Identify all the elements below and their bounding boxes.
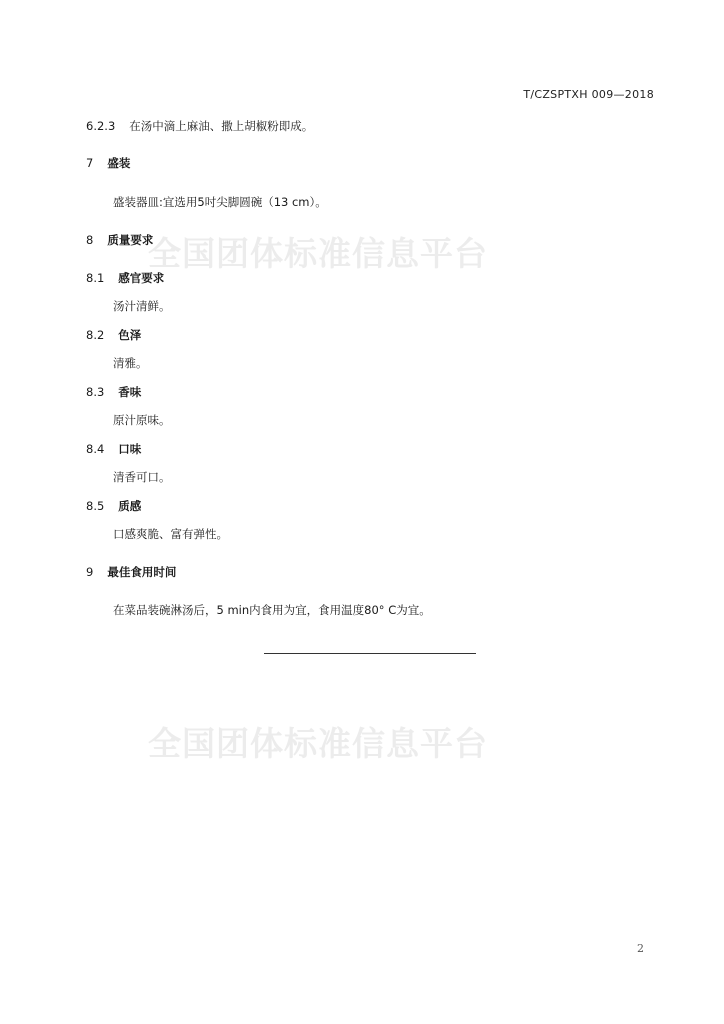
watermark-top: 全国团体标准信息平台: [148, 234, 488, 273]
section-8-4-heading: [86, 444, 141, 456]
section-8-1-heading: [86, 273, 164, 285]
clause-6-2-3: [86, 121, 313, 133]
section-title: 口味: [118, 442, 142, 456]
section-number: 9: [86, 565, 94, 579]
section-number: 7: [86, 156, 94, 170]
clause-text: 在汤中滴上麻油、撒上胡椒粉即成。: [129, 119, 314, 133]
section-number: 8.1: [86, 271, 105, 285]
section-8-3-heading: [86, 387, 141, 399]
section-number: 8.2: [86, 328, 105, 342]
section-number: 8.3: [86, 385, 105, 399]
section-9-body: 在菜品装碗淋汤后，5 min内食用为宜，食用温度80° C为宜。: [113, 603, 431, 617]
section-8-3-body: 原汁原味。: [113, 413, 171, 427]
page-number: 2: [637, 942, 644, 955]
section-title: 盛装: [107, 156, 131, 170]
section-9-heading: [86, 567, 176, 579]
section-number: 8.5: [86, 499, 105, 513]
section-8-4-body: 清香可口。: [113, 470, 171, 484]
end-of-document-rule: [264, 653, 476, 654]
document-code: T/CZSPTXH 009—2018: [523, 88, 654, 101]
clause-number: 6.2.3: [86, 119, 116, 133]
section-8-1-body: 汤汁清鲜。: [113, 299, 171, 313]
section-title: 质量要求: [107, 233, 154, 247]
watermark-bottom: 全国团体标准信息平台: [148, 724, 488, 763]
section-8-2-heading: [86, 330, 141, 342]
section-8-2-body: 清雅。: [113, 356, 148, 370]
section-title: 感官要求: [118, 271, 165, 285]
section-number: 8.4: [86, 442, 105, 456]
section-8-heading: [86, 235, 153, 247]
section-title: 香味: [118, 385, 142, 399]
section-title: 色泽: [118, 328, 142, 342]
section-title: 最佳食用时间: [107, 565, 177, 579]
section-7-heading: [86, 158, 130, 170]
section-8-5-body: 口感爽脆、富有弹性。: [113, 527, 228, 541]
section-title: 质感: [118, 499, 142, 513]
section-number: 8: [86, 233, 94, 247]
section-7-body: 盛装器皿:宜选用5吋尖脚圆碗（13 cm）。: [113, 195, 327, 209]
section-8-5-heading: [86, 501, 141, 513]
